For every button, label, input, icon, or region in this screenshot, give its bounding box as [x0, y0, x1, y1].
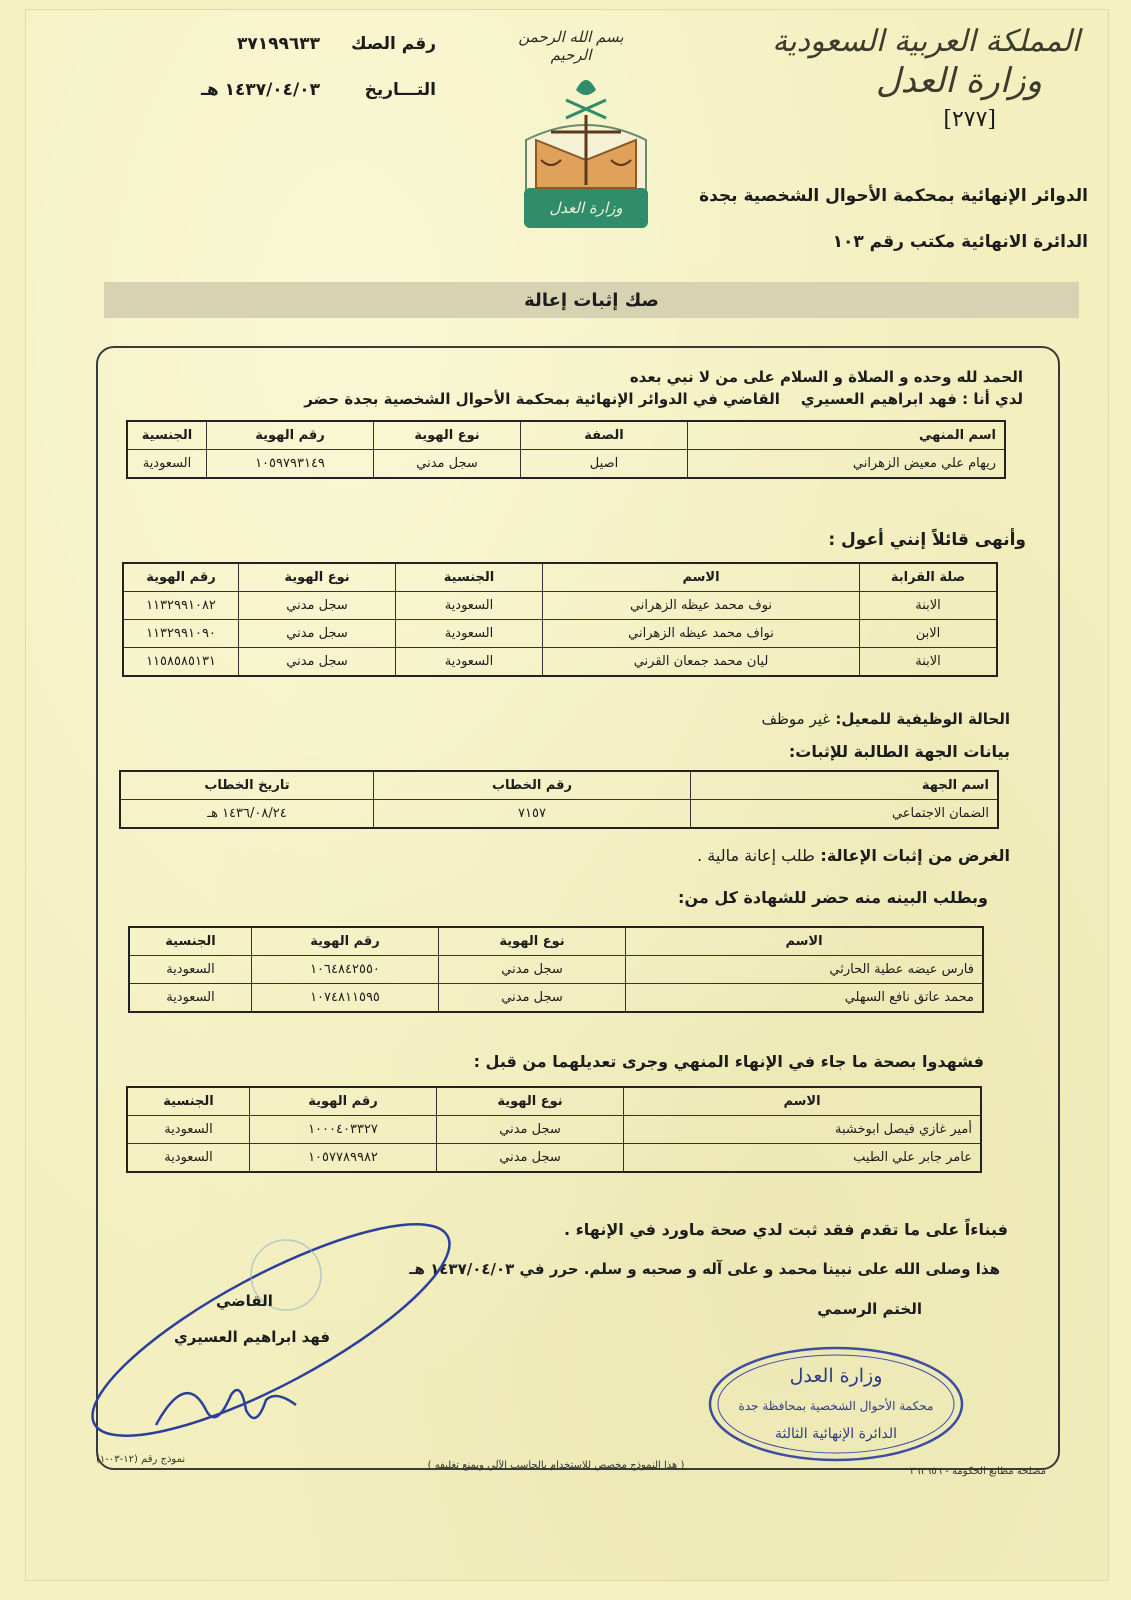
- header-cell: الاسم: [543, 563, 860, 592]
- judge-title: القاضي: [216, 1292, 273, 1310]
- table-row: [127, 1144, 981, 1173]
- header-cell: الصفة: [521, 421, 688, 450]
- table-cell: عامر جابر علي الطيب: [624, 1144, 982, 1173]
- employment-value: غير موظف: [761, 710, 831, 728]
- table-cell: ١٠٦٤٨٤٢٥٥٠: [252, 956, 439, 984]
- office-number: [٢٧٧]: [943, 107, 996, 132]
- header-cell: رقم الهوية: [252, 927, 439, 956]
- table-cell: ١٠٥٩٧٩٣١٤٩: [207, 450, 374, 479]
- applicant-table: [126, 420, 1006, 479]
- table-cell: ١٠٥٧٧٨٩٩٨٢: [250, 1144, 437, 1173]
- table-cell: السعودية: [129, 984, 252, 1013]
- requester-label: بيانات الجهة الطالبة للإثبات:: [788, 742, 1010, 761]
- table-cell: ٧١٥٧: [374, 800, 691, 829]
- court-line: الدوائر الإنهائية بمحكمة الأحوال الشخصية بجدة: [699, 186, 1088, 206]
- witnesses-table: [128, 926, 984, 1013]
- table-cell: السعودية: [396, 648, 543, 677]
- document-title: صك إثبات إعالة: [104, 282, 1079, 318]
- endorsers-table: [126, 1086, 982, 1173]
- dependents-table: [122, 562, 998, 677]
- table-cell: سجل مدني: [439, 956, 626, 984]
- header-cell: رقم الهوية: [123, 563, 239, 592]
- date-label: التـــاريخ: [364, 80, 436, 100]
- table-cell: سجل مدني: [239, 620, 396, 648]
- purpose-label: الغرض من إثبات الإعالة:: [820, 846, 1010, 865]
- table-row: [123, 648, 997, 677]
- table-row: [129, 956, 983, 984]
- basmala: بسم الله الرحمن الرحيم: [518, 28, 624, 64]
- table-cell: ريهام علي معيض الزهراني: [688, 450, 1006, 479]
- header-cell: صلة القرابة: [860, 563, 998, 592]
- table-cell: سجل مدني: [437, 1116, 624, 1144]
- table-cell: الابنة: [860, 648, 998, 677]
- kingdom-name: المملكة العربية السعودية: [772, 24, 1080, 59]
- header-cell: الجنسية: [127, 421, 207, 450]
- table-cell: نواف محمد عيظه الزهراني: [543, 620, 860, 648]
- table-cell: فارس عيضه عطية الحارثي: [626, 956, 984, 984]
- table-cell: السعودية: [127, 450, 207, 479]
- date-value: ١٤٣٧/٠٤/٠٣ هـ: [201, 80, 320, 100]
- deed-document: [26, 10, 1108, 1580]
- table-cell: ١٠٧٤٨١١٥٩٥: [252, 984, 439, 1013]
- table-cell: ١١٥٨٥٨٥١٣١: [123, 648, 239, 677]
- employment-label: الحالة الوظيفية للمعيل:: [835, 710, 1010, 728]
- table-header-row: [123, 563, 997, 592]
- table-cell: ١٤٣٦/٠٨/٢٤ هـ: [120, 800, 374, 829]
- intro-line-2-suffix: القاضي في الدوائر الإنهائية بمحكمة الأحوال الشخصية بجدة حضر: [304, 390, 780, 408]
- intro-line-2-prefix: لدي أنا : فهد ابراهيم العسيري: [800, 390, 1023, 408]
- footer-notice: ( هذا النموذج مخصص للاستخدام بالحاسب الآلي ويمنع تغليفه ): [427, 1460, 685, 1471]
- header-cell: الجنسية: [129, 927, 252, 956]
- table-cell: سجل مدني: [437, 1144, 624, 1173]
- stamp-line-2: محكمة الأحوال الشخصية بمحافظة جدة: [738, 1399, 934, 1413]
- table-row: [127, 1116, 981, 1144]
- employment-status: [761, 710, 1010, 728]
- table-cell: اصيل: [521, 450, 688, 479]
- table-cell: الضمان الاجتماعي: [691, 800, 999, 829]
- official-seal-label: الختم الرسمي: [817, 1300, 922, 1318]
- table-row: [123, 620, 997, 648]
- table-cell: السعودية: [127, 1116, 250, 1144]
- header-cell: نوع الهوية: [239, 563, 396, 592]
- attest-label: فشهدوا بصحة ما جاء في الإنهاء المنهي وجرى تعديلهما من قبل :: [473, 1052, 984, 1071]
- table-header-row: [127, 1087, 981, 1116]
- table-cell: سجل مدني: [239, 592, 396, 620]
- table-cell: الابن: [860, 620, 998, 648]
- stamp-line-1: وزارة العدل: [789, 1365, 883, 1387]
- deed-meta: [116, 34, 436, 126]
- table-row: [123, 592, 997, 620]
- table-cell: أمير غازي فيصل ابوخشبة: [624, 1116, 982, 1144]
- header-cell: اسم المنهي: [688, 421, 1006, 450]
- header-cell: رقم الهوية: [250, 1087, 437, 1116]
- table-cell: السعودية: [396, 592, 543, 620]
- witnesses-label: وبطلب البينه منه حضر للشهادة كل من:: [678, 888, 988, 907]
- court-stamp-icon: [706, 1344, 966, 1464]
- table-cell: السعودية: [129, 956, 252, 984]
- closing-line: هذا وصلى الله على نبينا محمد و على آله و صحبه و سلم. حرر في ١٤٣٧/٠٤/٠٣ هـ: [409, 1260, 1000, 1278]
- model-number: نموذج رقم (١٢-٠٣-١): [96, 1454, 186, 1465]
- table-cell: الابنة: [860, 592, 998, 620]
- judge-name: فهد ابراهيم العسيري: [174, 1328, 331, 1346]
- requester-table: [119, 770, 999, 829]
- table-header-row: [120, 771, 998, 800]
- header-cell: اسم الجهة: [691, 771, 999, 800]
- header-cell: رقم الخطاب: [374, 771, 691, 800]
- deed-number-value: ٣٧١٩٩٦٣٣: [236, 34, 320, 54]
- header-ministry-block: [720, 24, 1080, 132]
- table-cell: ١١٣٢٩٩١٠٩٠: [123, 620, 239, 648]
- circuit-line: الدائرة الانهائية مكتب رقم ١٠٣: [832, 232, 1088, 252]
- ministry-name: وزارة العدل: [875, 61, 1042, 101]
- header-cell: نوع الهوية: [374, 421, 521, 450]
- purpose-value: طلب إعانة مالية .: [697, 846, 815, 865]
- header-cell: الجنسية: [396, 563, 543, 592]
- intro-line-2: [304, 390, 1023, 408]
- table-header-row: [129, 927, 983, 956]
- table-row: [129, 984, 983, 1013]
- header-cell: تاريخ الخطاب: [120, 771, 374, 800]
- table-cell: السعودية: [396, 620, 543, 648]
- table-cell: ١١٣٢٩٩١٠٨٢: [123, 592, 239, 620]
- purpose: [697, 846, 1010, 865]
- table-cell: سجل مدني: [374, 450, 521, 479]
- ministry-emblem-icon: [506, 70, 666, 232]
- table-cell: سجل مدني: [239, 648, 396, 677]
- dependents-label: وأنهى قائلاً إنني أعول :: [828, 530, 1026, 550]
- table-row: [127, 450, 1005, 479]
- deed-number-label: رقم الصك: [351, 34, 436, 54]
- header-cell: الاسم: [624, 1087, 982, 1116]
- emblem-text: وزارة العدل: [549, 199, 623, 217]
- printer-credit: مصلحة مطابع الحكومة - ٣٦٢٦٥٦: [909, 1466, 1046, 1477]
- header-cell: رقم الهوية: [207, 421, 374, 450]
- stamp-line-3: الدائرة الإنهائية الثالثة: [774, 1426, 898, 1442]
- header-cell: نوع الهوية: [437, 1087, 624, 1116]
- table-cell: محمد عاتق نافع السهلي: [626, 984, 984, 1013]
- table-cell: السعودية: [127, 1144, 250, 1173]
- table-cell: نوف محمد عيظه الزهراني: [543, 592, 860, 620]
- table-cell: ١٠٠٠٤٠٣٣٢٧: [250, 1116, 437, 1144]
- table-cell: سجل مدني: [439, 984, 626, 1013]
- header-cell: الاسم: [626, 927, 984, 956]
- header-cell: الجنسية: [127, 1087, 250, 1116]
- intro-line-1: الحمد لله وحده و الصلاة و السلام على من لا نبي بعده: [629, 368, 1023, 386]
- header-cell: نوع الهوية: [439, 927, 626, 956]
- table-header-row: [127, 421, 1005, 450]
- table-cell: ليان محمد جمعان القرني: [543, 648, 860, 677]
- table-row: [120, 800, 998, 829]
- conclusion: فبناءاً على ما تقدم فقد ثبت لدي صحة ماورد في الإنهاء .: [563, 1220, 1008, 1239]
